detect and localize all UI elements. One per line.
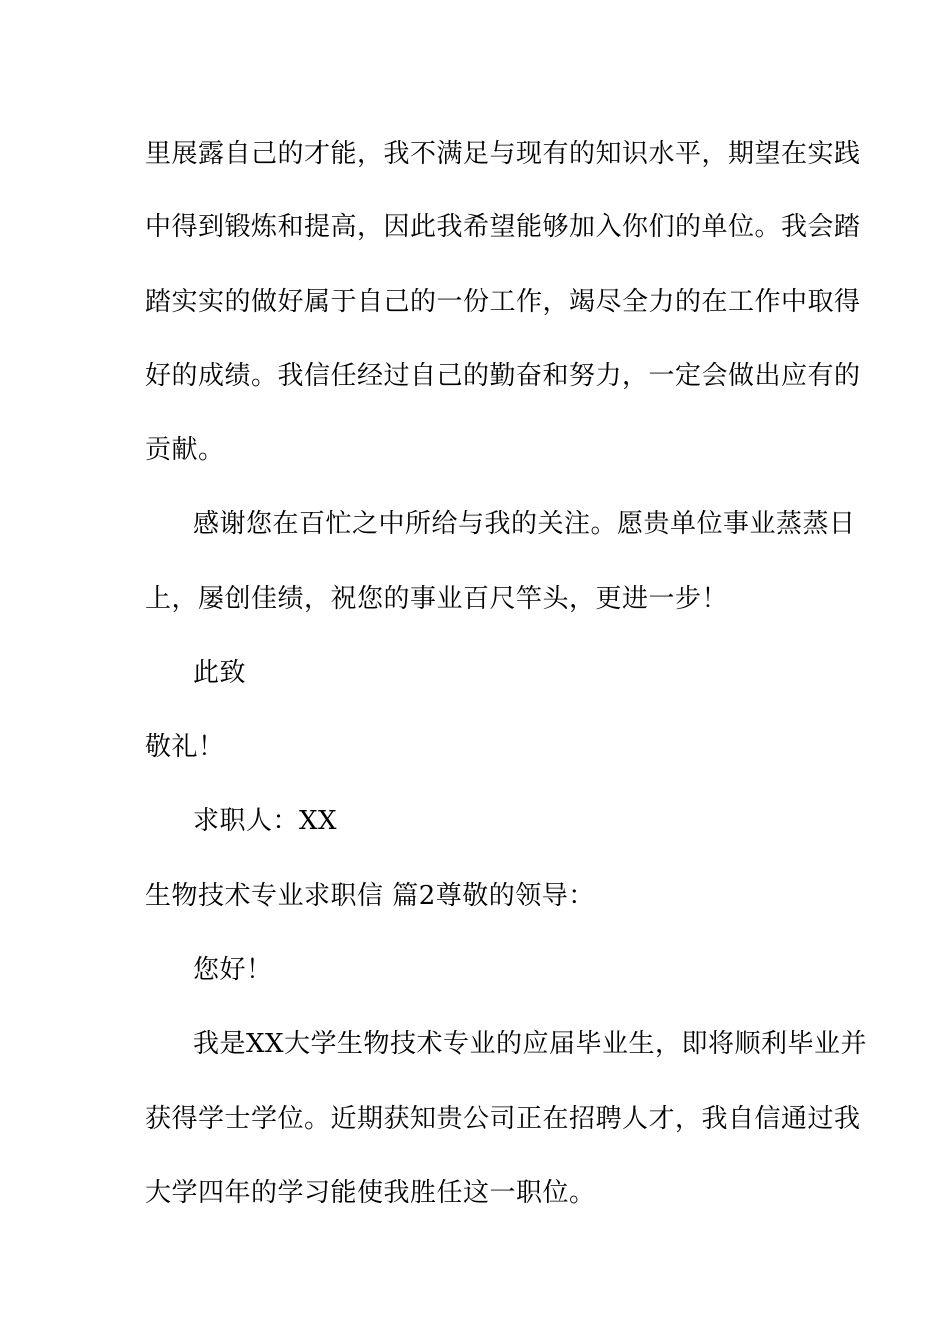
greeting-line: 您好！ bbox=[193, 955, 273, 985]
text-line: 里展露自己的才能，我不满足与现有的知识水平，期望在实践 bbox=[145, 139, 861, 169]
text-line: 我是XX大学生物技术专业的应届毕业生，即将顺利毕业并 bbox=[193, 1029, 868, 1059]
text-line: 上，屡创佳绩，祝您的事业百尺竿头，更进一步！ bbox=[145, 584, 729, 614]
text-line: 获得学士学位。近期获知贵公司正在招聘人才，我自信通过我 bbox=[145, 1104, 861, 1134]
text-line: 踏实实的做好属于自己的一份工作，竭尽全力的在工作中取得 bbox=[145, 287, 861, 317]
section-heading: 生物技术专业求职信 篇2尊敬的领导： bbox=[145, 881, 595, 911]
closing-line: 此致 bbox=[193, 658, 247, 688]
text-line: 好的成绩。我信任经过自己的勤奋和努力，一定会做出应有的 bbox=[145, 361, 861, 391]
signature-line: 求职人：XX bbox=[193, 806, 338, 836]
text-line: 大学四年的学习能使我胜任这一职位。 bbox=[145, 1178, 596, 1208]
salutation-line: 敬礼！ bbox=[145, 732, 225, 762]
text-line: 中得到锻炼和提高，因此我希望能够加入你们的单位。我会踏 bbox=[145, 212, 861, 242]
text-line: 感谢您在百忙之中所给与我的关注。愿贵单位事业蒸蒸日 bbox=[193, 509, 856, 539]
text-line: 贡献。 bbox=[145, 435, 225, 465]
